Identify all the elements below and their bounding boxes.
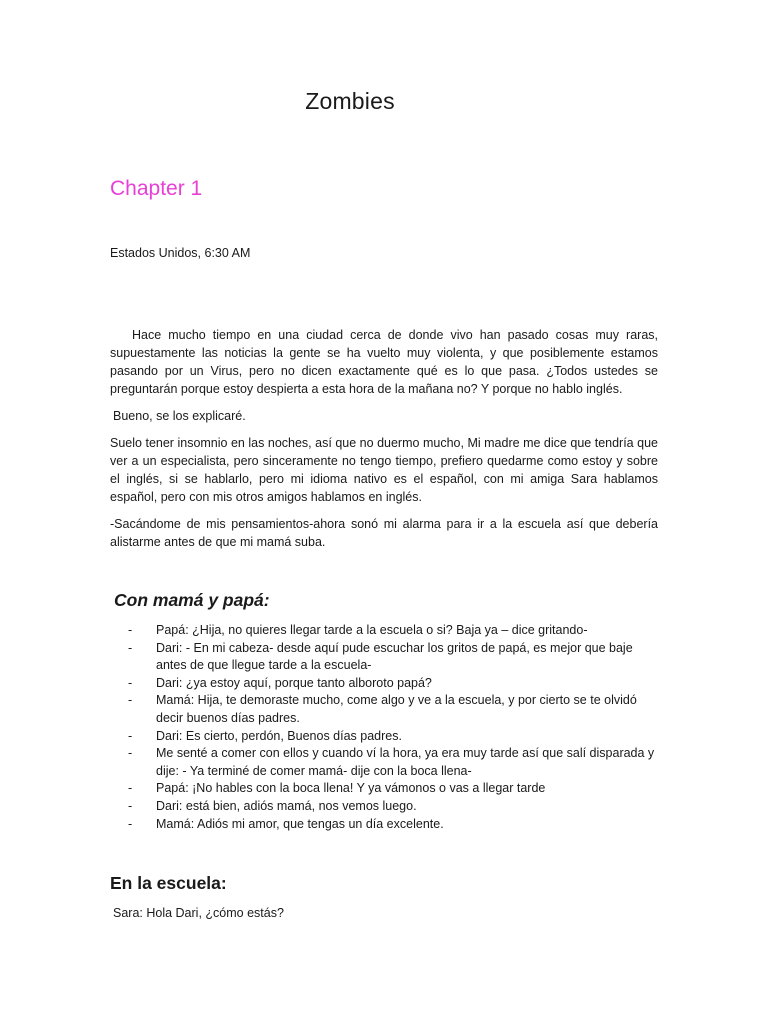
list-bullet: - — [128, 781, 133, 796]
document-title: Zombies — [305, 88, 395, 114]
chapter-heading: Chapter 1 — [110, 177, 203, 200]
list-bullet: - — [128, 693, 133, 708]
paragraph-2: Bueno, se los explicaré. — [113, 409, 246, 423]
list-bullet: - — [128, 623, 133, 637]
dialogue-text: Me senté a comer con ellos y cuando ví la hora, ya era muy tarde así que salí disparada y dije: - Ya terminé de comer mamá- dije con la boca llena- — [156, 746, 655, 778]
list-bullet: - — [128, 728, 133, 743]
paragraph-3: Suelo tener insomnio en las noches, así que no duermo mucho, Mi madre me dice que tendría que ver a un especialista, pero sinceramente no tengo tiempo, prefiero quedarme como estoy y sobre el inglés, si se hablarlo, pero mi idioma nativo es el español, con mi amiga Sara hablamos español, pero con mis otros amigos hablamos en inglés. — [110, 436, 658, 504]
paragraph-1: Hace mucho tiempo en una ciudad cerca de donde vivo han pasado cosas muy raras, supuestamente las noticias la gente se ha vuelto muy violenta, y que posiblemente estamos pasando por un Virus, pero no dicen exactamente qué es lo que pasa. ¿Todos ustedes se preguntarán porque estoy despierta a esta hora de la mañana no? Y porque no hablo inglés. — [110, 328, 658, 396]
list-bullet: - — [128, 798, 133, 813]
dialogue-item — [128, 745, 662, 780]
dialogue-list — [128, 622, 662, 833]
dialogue-text: Papá: ¿Hija, no quieres llegar tarde a la escuela o si? Baja ya – dice gritando- — [156, 623, 588, 637]
dialogue-item — [128, 816, 662, 834]
section-heading-school: En la escuela: — [110, 873, 227, 893]
dialogue-item — [128, 728, 662, 746]
dialogue-item — [128, 622, 662, 640]
list-bullet: - — [128, 640, 133, 655]
dateline: Estados Unidos, 6:30 AM — [110, 246, 251, 260]
dialogue-item — [128, 798, 662, 816]
list-bullet: - — [128, 816, 133, 831]
paragraph-4: -Sacándome de mis pensamientos-ahora sonó mi alarma para ir a la escuela así que debería alistarme antes de que mi mamá suba. — [110, 517, 658, 549]
dialogue-item — [128, 692, 662, 727]
dialogue-item — [128, 675, 662, 693]
section-heading-family: Con mamá y papá: — [114, 590, 270, 610]
dialogue-text: Dari: ¿ya estoy aquí, porque tanto alboroto papá? — [156, 675, 432, 690]
dialogue-line-sara: Sara: Hola Dari, ¿cómo estás? — [113, 906, 284, 920]
dialogue-text: Papá: ¡No hables con la boca llena! Y ya vámonos o vas a llegar tarde — [156, 781, 546, 796]
list-bullet: - — [128, 746, 133, 761]
dialogue-text: Dari: está bien, adiós mamá, nos vemos luego. — [156, 798, 417, 813]
dialogue-text: Mamá: Hija, te demoraste mucho, come algo y ve a la escuela, y por cierto se te olvidó decir buenos días padres. — [156, 693, 637, 725]
dialogue-item — [128, 640, 662, 675]
dialogue-text: Dari: Es cierto, perdón, Buenos días padres. — [156, 728, 402, 743]
dialogue-item — [128, 780, 662, 798]
dialogue-text: Dari: - En mi cabeza- desde aquí pude escuchar los gritos de papá, es mejor que baje antes de que llegue tarde a la escuela- — [156, 640, 633, 673]
list-bullet: - — [128, 675, 133, 690]
dialogue-text: Mamá: Adiós mi amor, que tengas un día excelente. — [156, 816, 444, 831]
